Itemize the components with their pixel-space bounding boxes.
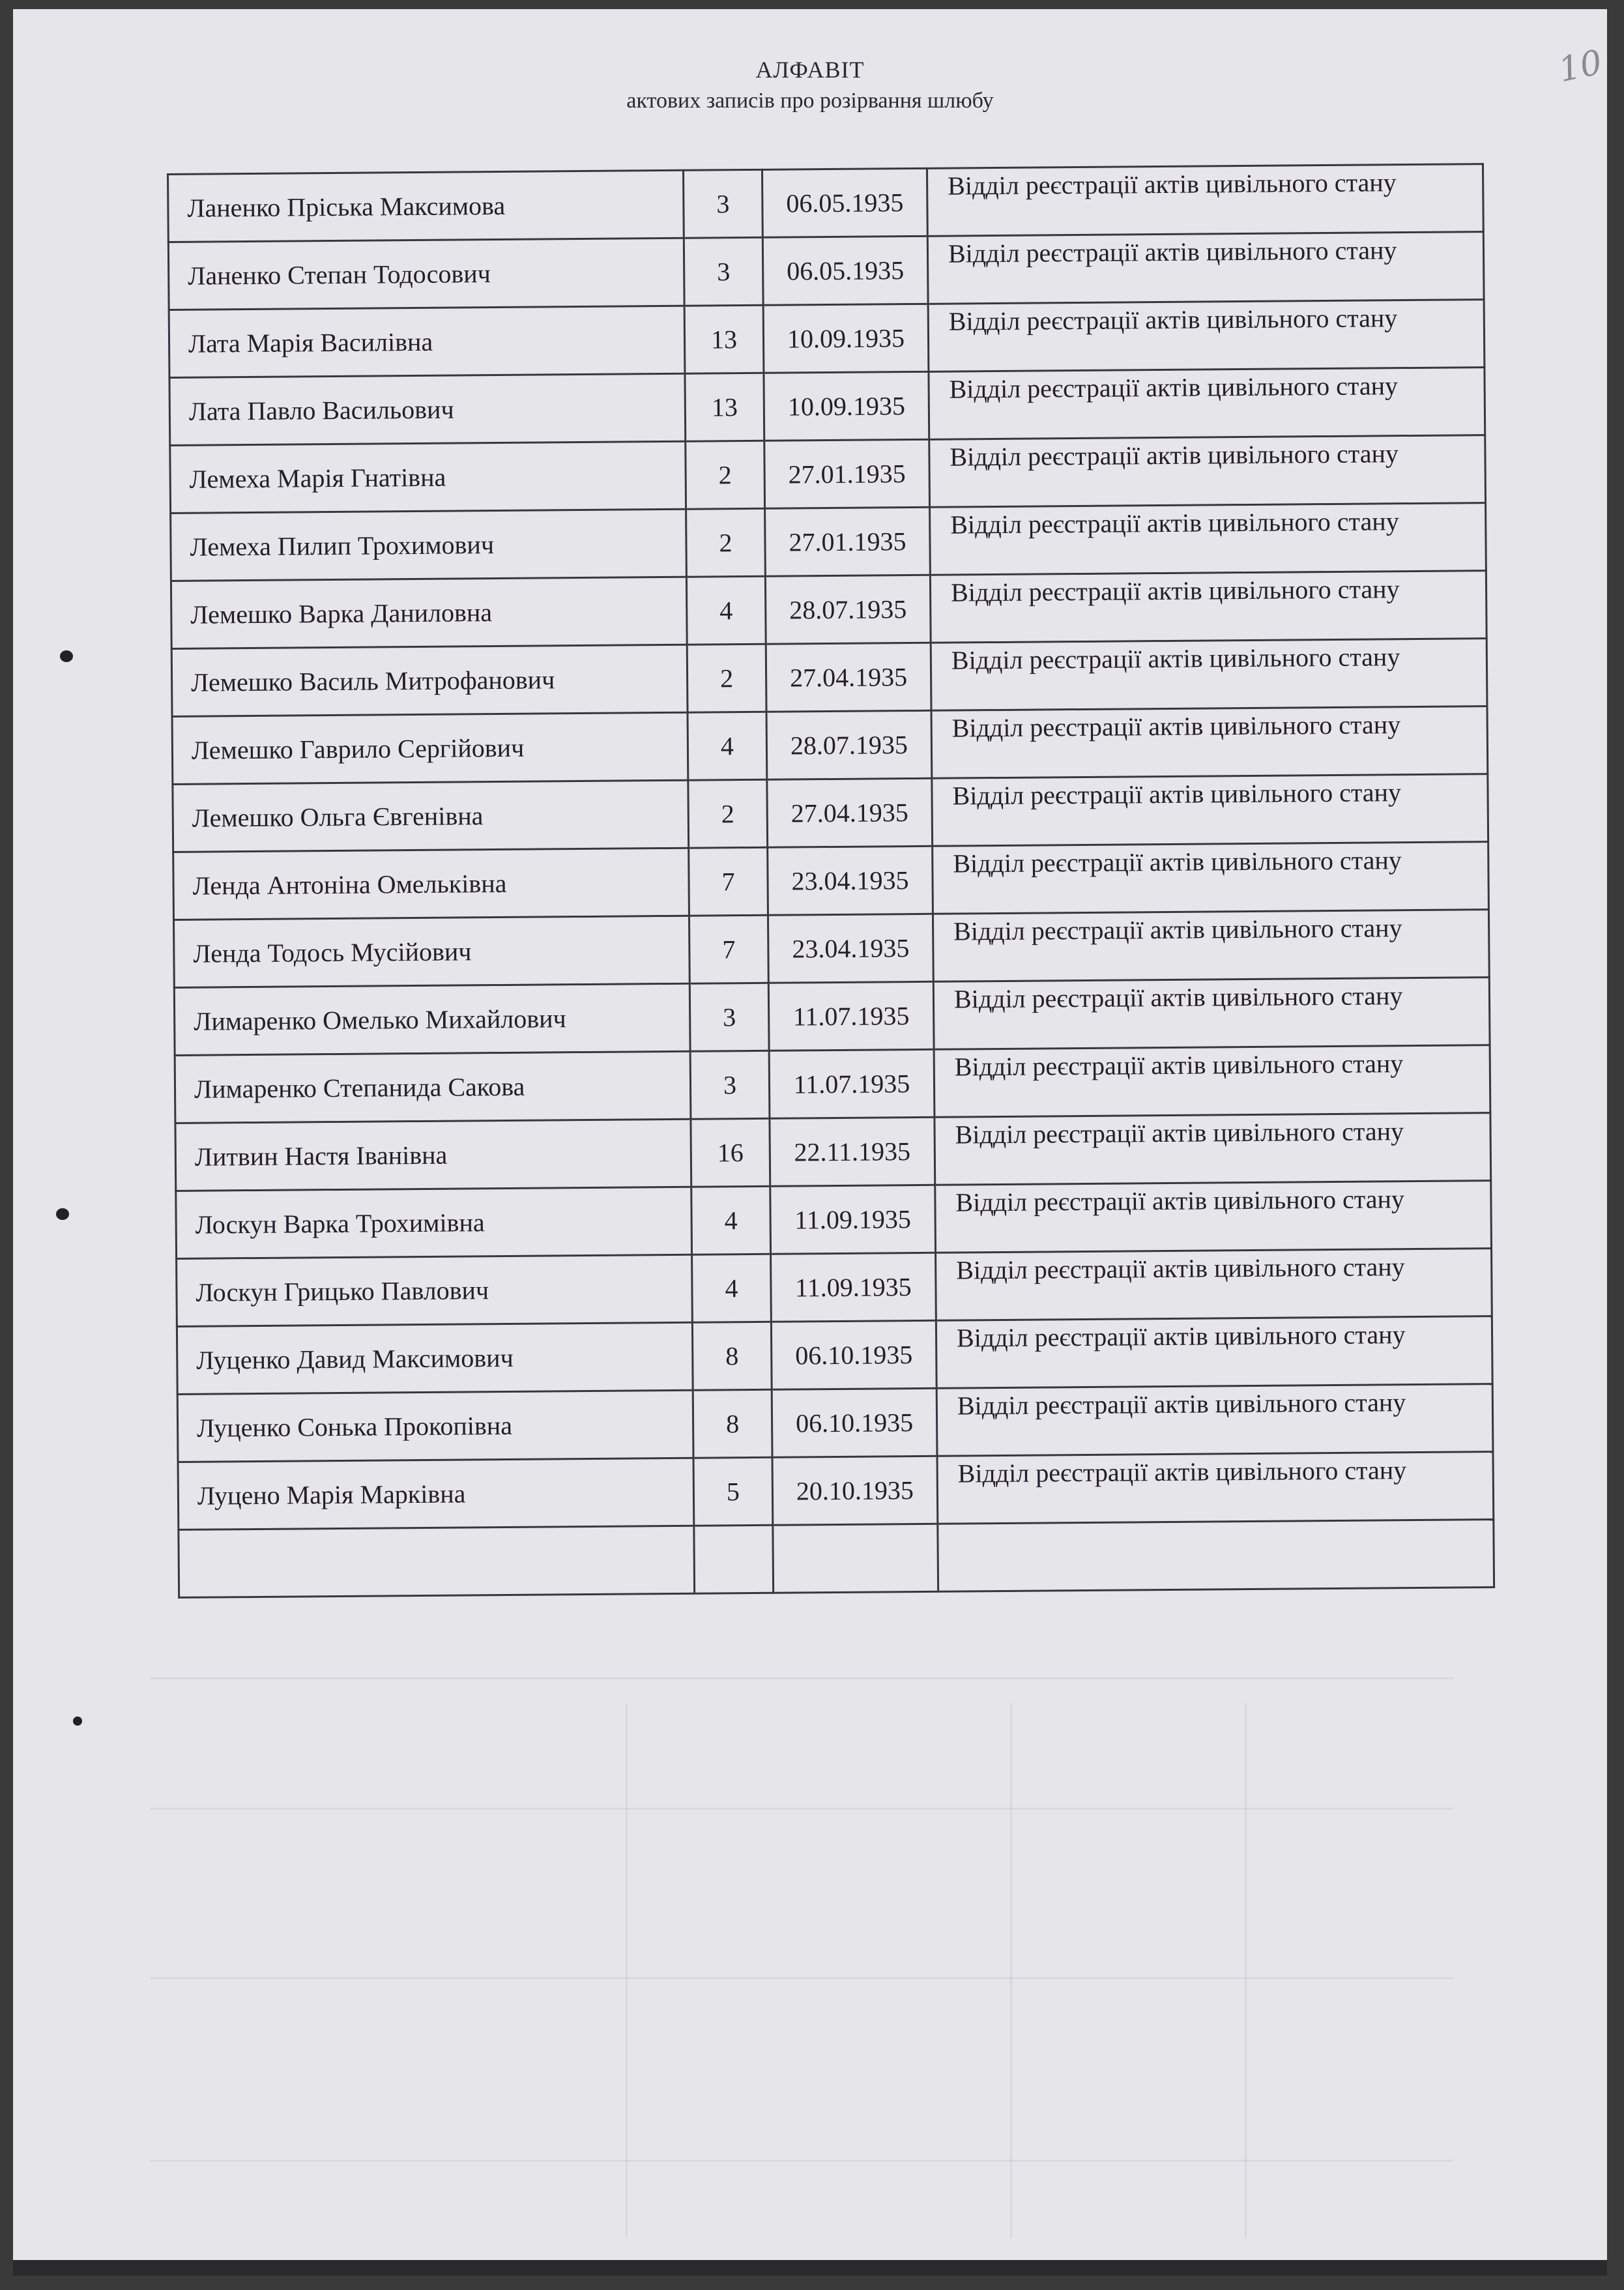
person-name-cell: Лемешко Ольга Євгенівна — [173, 780, 689, 852]
record-number-cell: 3 — [684, 237, 763, 306]
record-number-cell: 13 — [685, 373, 764, 441]
registry-office-cell — [938, 1520, 1494, 1592]
bleed-through-line — [150, 1677, 1453, 1679]
bleed-through-line — [1245, 1703, 1247, 2238]
bleed-through-line — [150, 1977, 1453, 1979]
registry-office-text: Відділ реєстрації актів цивільного стану — [955, 1184, 1405, 1217]
registry-office-text: Відділ реєстрації актів цивільного стану — [949, 371, 1399, 404]
record-date-cell: 22.11.1935 — [770, 1117, 935, 1186]
person-name-cell: Ланенко Степан Тодосович — [168, 238, 684, 310]
person-name-cell: Ленда Антоніна Омельківна — [173, 848, 689, 920]
record-date-cell: 11.07.1935 — [768, 981, 934, 1051]
table-row — [173, 774, 1488, 852]
record-number-cell: 4 — [688, 712, 767, 780]
person-name-cell: Лимаренко Степанида Сакова — [175, 1051, 691, 1123]
person-name-cell: Ланенко Пріська Максимова — [168, 170, 684, 242]
person-name-cell: Лимаренко Омелько Михайлович — [174, 983, 690, 1055]
table-row — [176, 1181, 1492, 1259]
record-date-cell: 06.05.1935 — [762, 168, 927, 237]
registry-office-cell — [930, 503, 1486, 575]
record-number-cell: 2 — [687, 644, 766, 712]
registry-office-cell — [934, 1045, 1490, 1118]
person-name-cell: Луцено Марія Марківна — [178, 1458, 694, 1529]
person-name-cell: Лата Марія Василівна — [169, 306, 685, 377]
person-name-cell — [179, 1526, 695, 1597]
registry-office-text: Відділ реєстрації актів цивільного стану — [957, 1387, 1406, 1421]
registry-office-text: Відділ реєстрації актів цивільного стану — [954, 1049, 1404, 1082]
registry-office-text: Відділ реєстрації актів цивільного стану — [950, 439, 1399, 472]
registry-office-text: Відділ реєстрації актів цивільного стану — [950, 506, 1399, 540]
table-row — [177, 1384, 1493, 1462]
record-number-cell: 8 — [692, 1322, 772, 1390]
record-number-cell: 13 — [684, 305, 764, 373]
record-date-cell — [773, 1524, 938, 1593]
records-table-body — [168, 164, 1494, 1598]
record-number-cell: 7 — [689, 915, 768, 983]
record-number-cell: 3 — [690, 1051, 770, 1119]
table-row — [177, 1316, 1492, 1395]
table-row — [173, 842, 1489, 920]
registry-office-cell — [935, 1113, 1491, 1185]
record-date-cell: 23.04.1935 — [768, 846, 933, 915]
registry-office-text: Відділ реєстрації актів цивільного стану — [951, 710, 1401, 743]
table-row — [174, 978, 1490, 1056]
person-name-cell: Литвин Настя Іванівна — [175, 1119, 691, 1191]
record-number-cell — [694, 1525, 774, 1593]
record-date-cell: 06.10.1935 — [772, 1388, 937, 1457]
person-name-cell: Ленда Тодось Мусійович — [173, 916, 689, 987]
record-date-cell: 06.10.1935 — [771, 1320, 936, 1389]
registry-office-cell — [928, 300, 1485, 372]
table-row — [168, 164, 1484, 242]
registry-office-cell — [933, 842, 1489, 914]
record-date-cell: 27.04.1935 — [766, 643, 931, 712]
record-date-cell: 06.05.1935 — [762, 236, 928, 305]
registry-office-text: Відділ реєстрації актів цивільного стану — [953, 845, 1402, 878]
punch-hole — [56, 1208, 69, 1220]
person-name-cell: Лоскун Варка Трохимівна — [176, 1187, 692, 1258]
person-name-cell: Луценко Давид Максимович — [177, 1322, 693, 1394]
person-name-cell: Лемешко Варка Даниловна — [171, 577, 687, 648]
registry-office-text — [958, 1520, 1493, 1590]
registry-office-text: Відділ реєстрації актів цивільного стану — [952, 777, 1402, 811]
record-date-cell: 11.09.1935 — [771, 1253, 936, 1322]
table-row — [171, 503, 1486, 581]
registry-office-cell — [935, 1181, 1492, 1253]
record-number-cell: 4 — [686, 576, 766, 645]
record-number-cell: 2 — [688, 779, 768, 848]
registry-office-text: Відділ реєстрації актів цивільного стану — [955, 1116, 1404, 1150]
scan-edge — [13, 2260, 1607, 2276]
registry-office-cell — [936, 1249, 1492, 1321]
bleed-through-line — [626, 1703, 628, 2238]
table-row — [169, 300, 1485, 378]
table-row — [179, 1520, 1494, 1598]
person-name-cell: Лемешко Василь Митрофанович — [171, 645, 688, 716]
person-name-cell: Лата Павло Васильович — [169, 373, 686, 445]
table-row — [175, 1113, 1491, 1191]
record-date-cell: 28.07.1935 — [765, 575, 931, 644]
registry-office-cell — [927, 232, 1484, 304]
record-number-cell: 3 — [689, 983, 769, 1051]
registry-office-cell — [929, 435, 1486, 508]
table-row — [170, 435, 1486, 514]
table-row — [168, 232, 1484, 310]
registry-office-cell — [932, 774, 1488, 847]
registry-office-cell — [933, 978, 1490, 1050]
person-name-cell: Лемеха Пилип Трохимович — [171, 509, 687, 581]
bleed-through-line — [150, 1808, 1453, 1810]
person-name-cell: Лоскун Грицько Павлович — [177, 1254, 693, 1326]
person-name-cell: Лемеха Марія Гнатівна — [170, 441, 686, 513]
registry-office-text: Відділ реєстрації актів цивільного стану — [956, 1320, 1406, 1353]
bleed-through-line — [1010, 1703, 1012, 2238]
record-number-cell: 2 — [686, 508, 766, 577]
registry-office-text: Відділ реєстрації актів цивільного стану — [950, 574, 1400, 607]
person-name-cell: Лемешко Гаврило Сергійович — [172, 712, 688, 784]
table-row — [178, 1452, 1494, 1530]
page-title: АЛФАВІТ — [755, 57, 865, 83]
punch-hole — [60, 650, 73, 662]
handwritten-page-number: 10 — [1555, 42, 1606, 91]
table-row — [172, 706, 1488, 785]
record-date-cell: 11.07.1935 — [769, 1049, 935, 1118]
page-subtitle: актових записів про розірвання шлюбу — [626, 89, 994, 113]
record-number-cell: 4 — [692, 1254, 772, 1322]
record-number-cell: 7 — [689, 847, 768, 916]
registry-office-cell — [930, 571, 1486, 643]
registry-office-cell — [937, 1452, 1494, 1524]
table-row — [169, 368, 1485, 446]
punch-hole — [73, 1717, 82, 1726]
record-date-cell: 10.09.1935 — [763, 304, 929, 373]
record-date-cell: 20.10.1935 — [772, 1456, 938, 1525]
registry-office-text: Відділ реєстрації актів цивільного стану — [956, 1252, 1405, 1285]
record-number-cell: 16 — [691, 1118, 770, 1187]
registry-office-cell — [929, 368, 1485, 440]
record-number-cell: 2 — [686, 441, 765, 509]
record-number-cell: 8 — [693, 1389, 772, 1458]
record-date-cell: 27.04.1935 — [767, 778, 933, 847]
record-date-cell: 27.01.1935 — [764, 439, 930, 508]
registry-office-cell — [931, 706, 1488, 779]
registry-office-cell — [936, 1316, 1492, 1389]
record-number-cell: 3 — [683, 169, 762, 238]
record-number-cell: 4 — [691, 1186, 771, 1254]
person-name-cell: Луценко Сонька Прокопівна — [177, 1390, 693, 1462]
record-date-cell: 27.01.1935 — [765, 507, 931, 576]
registry-office-cell — [927, 164, 1483, 237]
record-number-cell: 5 — [693, 1457, 773, 1526]
table-row — [171, 571, 1486, 649]
registry-office-text: Відділ реєстрації актів цивільного стану — [948, 235, 1397, 268]
record-date-cell: 28.07.1935 — [766, 710, 932, 779]
records-table — [167, 163, 1495, 1599]
table-row — [171, 639, 1487, 717]
registry-office-text: Відділ реєстрації актів цивільного стану — [951, 642, 1400, 675]
document-page — [13, 9, 1607, 2276]
registry-office-text: Відділ реєстрації актів цивільного стану — [953, 981, 1403, 1014]
registry-office-text: Відділ реєстрації актів цивільного стану — [948, 167, 1397, 201]
table-row — [175, 1045, 1490, 1123]
registry-office-text: Відділ реєстрації актів цивільного стану — [948, 303, 1398, 336]
table-row — [173, 910, 1489, 988]
registry-office-text: Відділ реєстрації актів цивільного стану — [957, 1455, 1407, 1488]
record-date-cell: 23.04.1935 — [768, 914, 933, 983]
registry-office-cell — [933, 910, 1489, 982]
registry-office-cell — [931, 639, 1487, 711]
record-date-cell: 10.09.1935 — [764, 371, 929, 441]
table-row — [177, 1249, 1492, 1327]
registry-office-text: Відділ реєстрації актів цивільного стану — [953, 913, 1402, 946]
record-date-cell: 11.09.1935 — [770, 1185, 936, 1254]
registry-office-cell — [936, 1384, 1493, 1457]
bleed-through-line — [150, 2160, 1453, 2162]
